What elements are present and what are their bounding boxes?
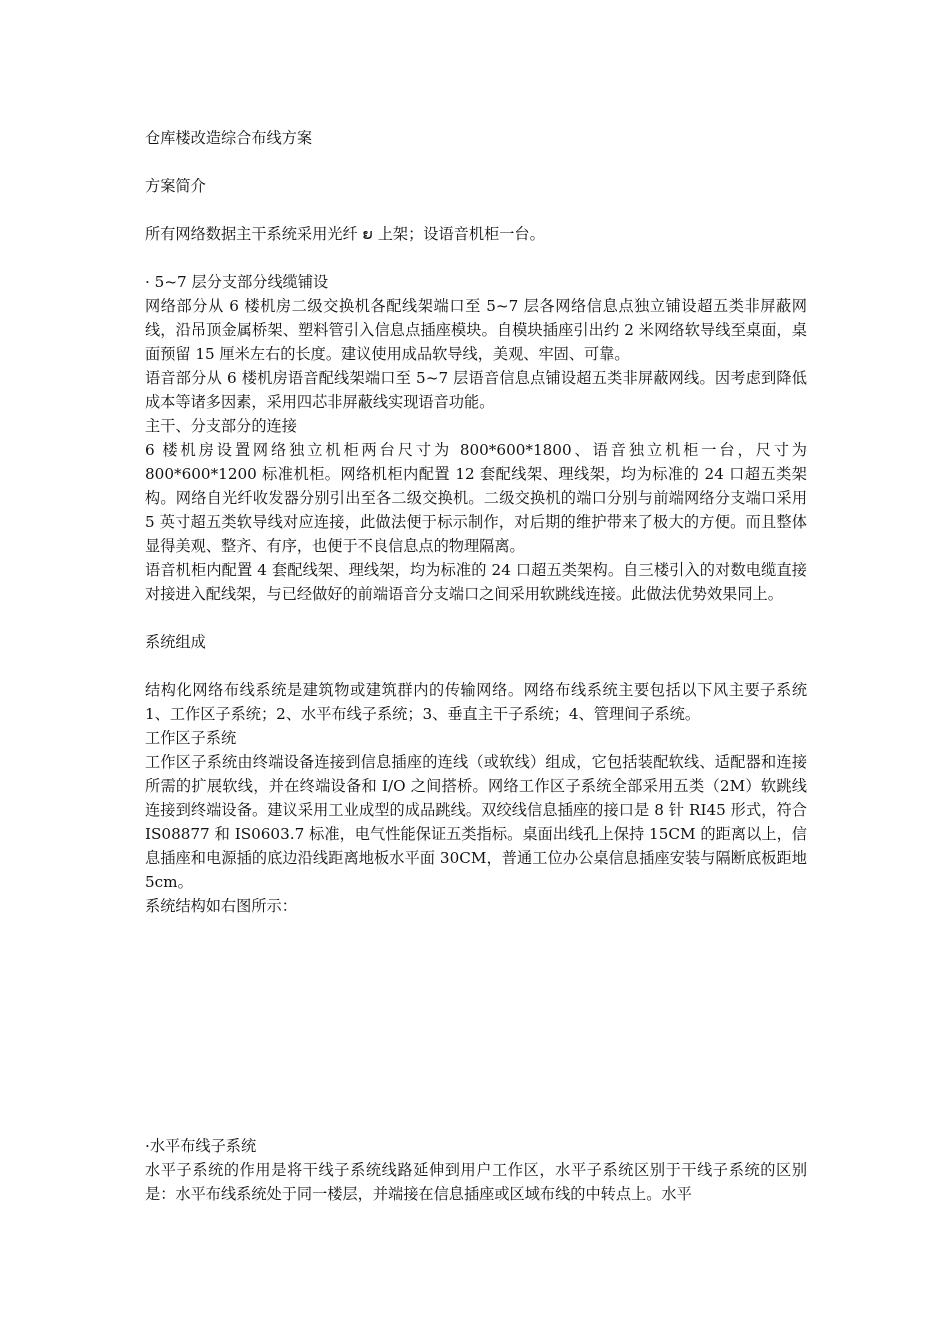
section-heading-intro: 方案简介 [145,177,206,195]
spacer [145,246,807,270]
structure-note: 系统结构如右图所示： [145,897,297,915]
work-area-paragraph: 工作区子系统由终端设备连接到信息插座的连线（或软线）组成，它包括装配软线、适配器和连接所需的扩展软线，并在终端设备和 I/O 之间搭桥。网络工作区子系统全部采用五类（2M）软跳线连接到终端设备。建议采用工业成型的成品跳线。双绞线信息插座的接口是 8 针 RI45 形式，符合 IS08877 和 IS0603.7 标准，电气性能保证五类指标。桌面出线孔上保持 15CM 的距离以上，信息插座和电源插的底边沿线距离地板水平面 30CM，普通工位办公桌信息插座安装与隔断底板距地 5cm。 [145,753,807,891]
voice-paragraph: 语音部分从 6 楼机房语音配线架端口至 5~7 层语音信息点铺设超五类非屏蔽网线。因考虑到降低成本等诸多因素，采用四芯非屏蔽线实现语音功能。 [145,369,807,411]
document-title: 仓库楼改造综合布线方案 [145,129,313,147]
voice-cabinet-paragraph: 语音机柜内配置 4 套配线架、理线架，均为标准的 24 口超五类架构。自三楼引入的对数电缆直接对接进入配线架，与已经做好的前端语音分支端口之间采用软跳线连接。此做法优势效果同上。 [145,561,807,603]
subsection-heading-connection: 主干、分支部分的连接 [145,417,297,435]
subsection-heading-horizontal: ·水平布线子系统 [145,1137,257,1155]
figure-placeholder-space [145,918,807,1134]
horizontal-paragraph: 水平子系统的作用是将干线子系统线路延伸到用户工作区，水平子系统区别于干线子系统的区别是：水平布线系统处于同一楼层，并端接在信息插座或区域布线的中转点上。水平 [145,1161,807,1203]
cabinet-paragraph: 6 楼机房设置网络独立机柜两台尺寸为 800*600*1800、语音独立机柜一台，尺寸为 800*600*1200 标准机柜。网络机柜内配置 12 套配线架、理线架，均为标准的 24 口超五类架构。网络自光纤收发器分别引出至各二级交换机。二级交换机的端口分别与前端网络分支端口采用 5 英寸超五类软导线对应连接，此做法便于标示制作，对后期的维护带来了极大的方便。而且整体显得美观、整齐、有序，也便于不良信息点的物理隔离。 [145,441,807,555]
structured-cabling-paragraph: 结构化网络布线系统是建筑物或建筑群内的传输网络。网络布线系统主要包括以下风主要子系统 1、工作区子系统；2、水平布线子系统；3、垂直主干子系统；4、管理间子系统。 [145,681,807,723]
spacer [145,654,807,678]
subsection-heading-work-area: 工作区子系统 [145,729,237,747]
intro-paragraph: 所有网络数据主干系统采用光纤 ຍ 上架；设语音机柜一台。 [145,225,545,243]
document-body [145,126,807,1206]
spacer [145,198,807,222]
subsection-heading-branch: · 5~7 层分支部分线缆铺设 [145,273,329,291]
network-paragraph: 网络部分从 6 楼机房二级交换机各配线架端口至 5~7 层各网络信息点独立铺设超五类非屏蔽网线，沿吊顶金属桥架、塑料管引入信息点插座模块。自模块插座引出约 2 米网络软导线至桌面，桌面预留 15 厘米左右的长度。建议使用成品软导线，美观、牢固、可靠。 [145,297,807,363]
spacer [145,606,807,630]
section-heading-composition: 系统组成 [145,633,206,651]
spacer [145,150,807,174]
